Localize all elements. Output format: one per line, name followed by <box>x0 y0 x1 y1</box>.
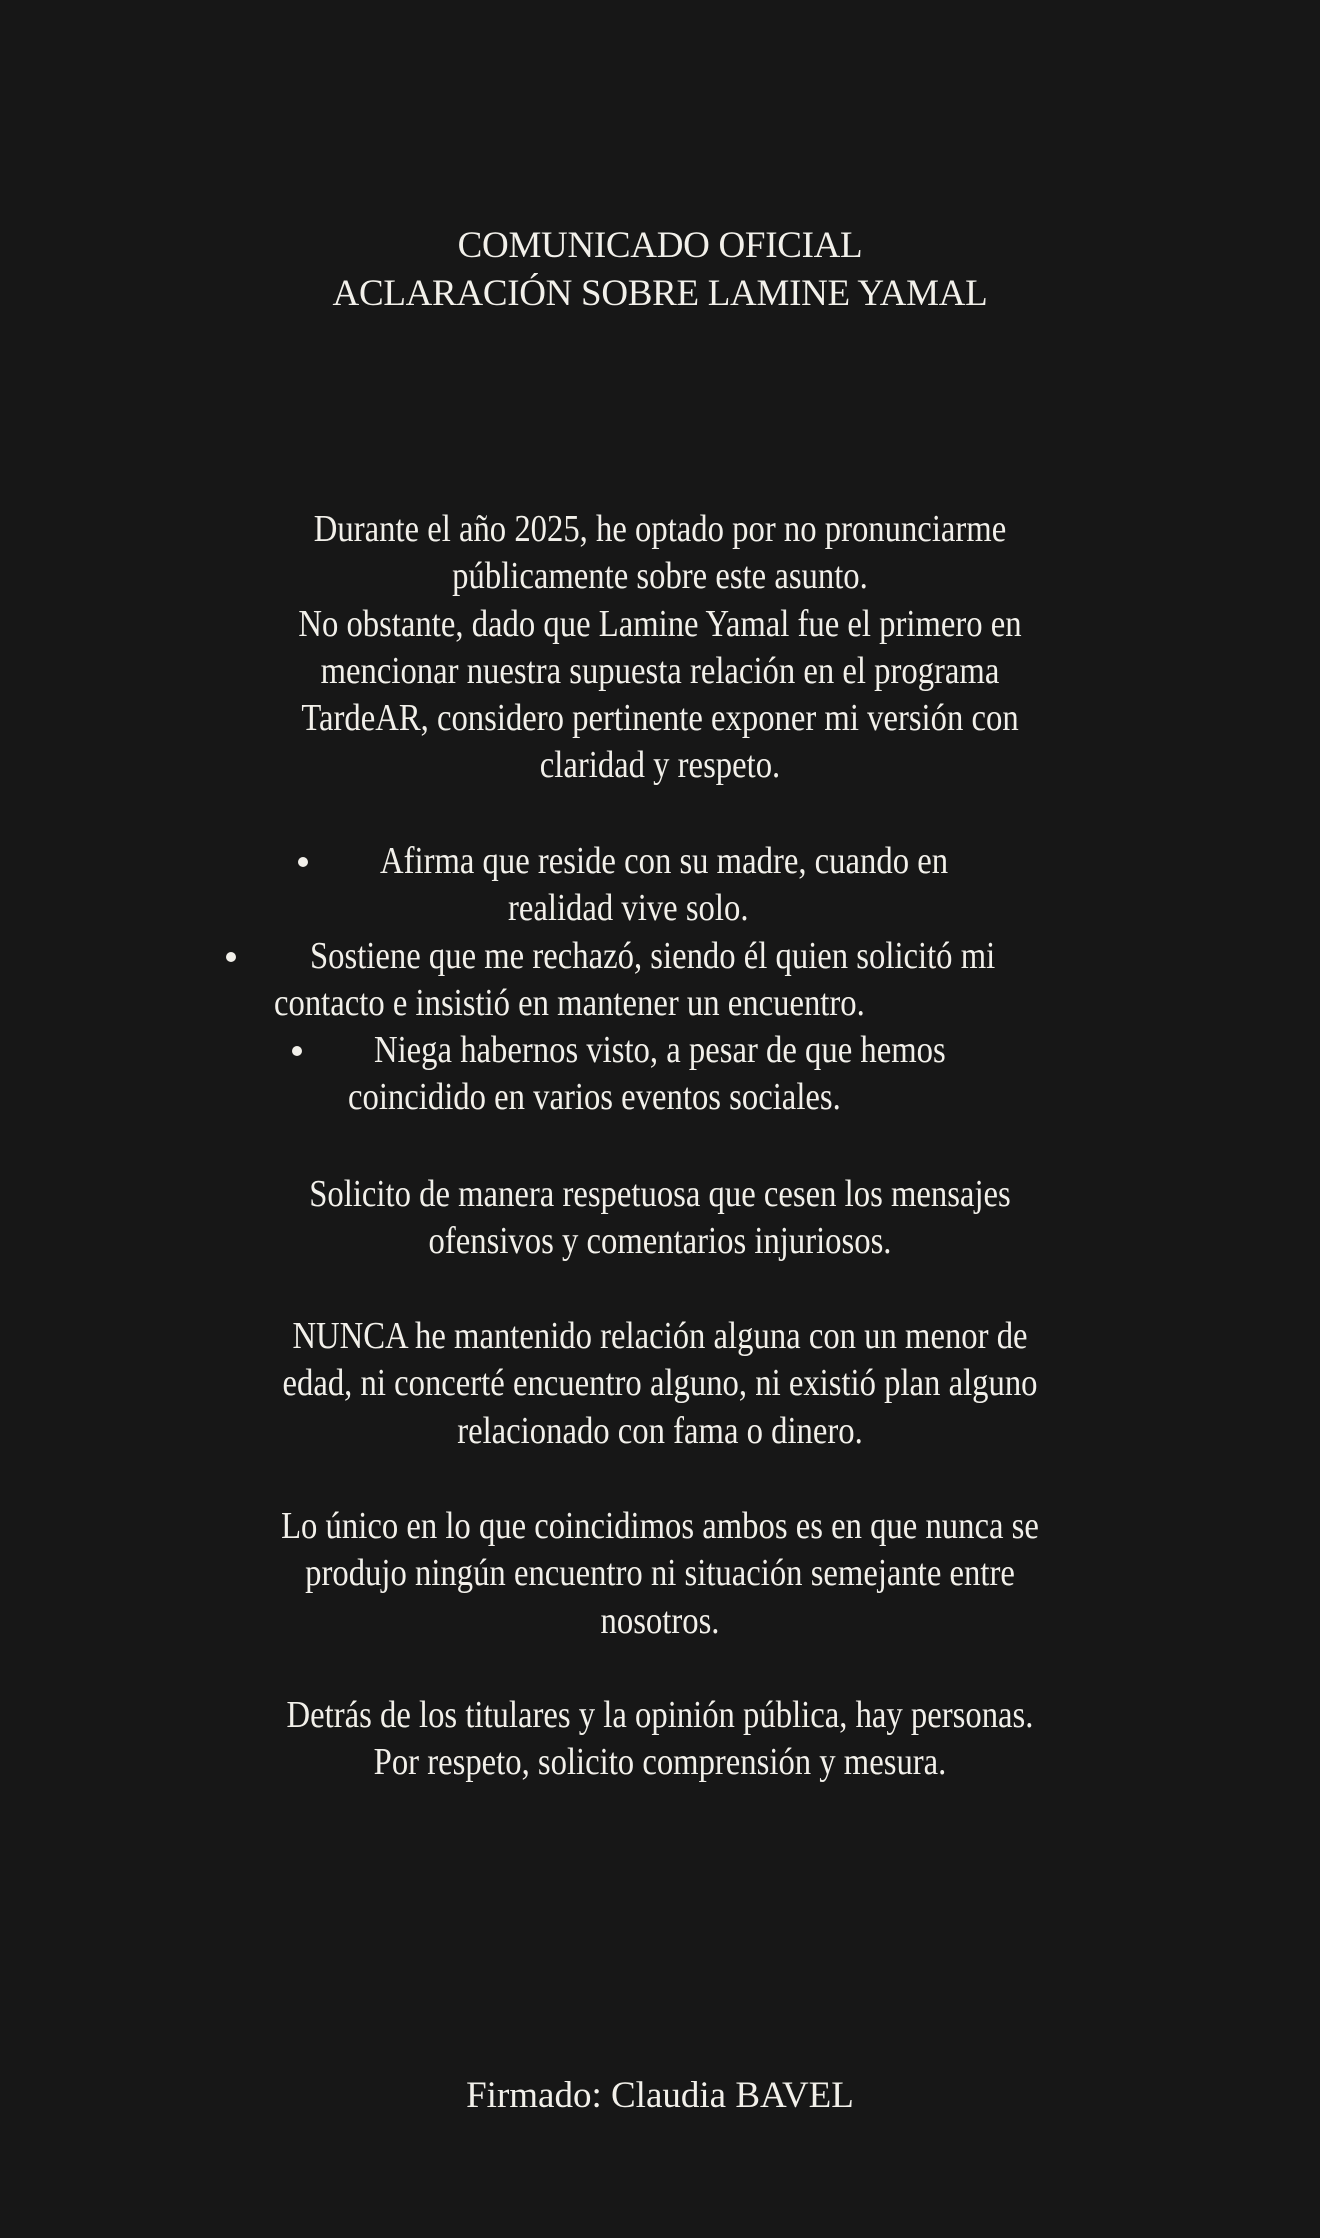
bullet-list <box>0 838 1320 1122</box>
bullet-text-line: Niega habernos visto, a pesar de que hemos <box>374 1029 946 1072</box>
bullet-text-line: Afirma que reside con su madre, cuando en <box>380 840 949 882</box>
bullet-text-line: coincidido en varios eventos sociales. <box>348 1076 841 1119</box>
paragraph-line: Durante el año 2025, he optado por no pronunciarme <box>313 508 1007 550</box>
paragraph-line: Por respeto, solicito comprensión y mesura. <box>373 1741 947 1784</box>
title-line-2: ACLARACIÓN SOBRE LAMINE YAMAL <box>332 273 988 314</box>
paragraph-line: ofensivos y comentarios injuriosos. <box>428 1220 892 1263</box>
paragraph-line: públicamente sobre este asunto. <box>452 555 868 598</box>
paragraph-agreement <box>0 1503 1320 1645</box>
paragraph-request <box>0 1171 1320 1266</box>
paragraph-line: NUNCA he mantenido relación alguna con un menor de <box>292 1315 1028 1357</box>
paragraph-line: TardeAR, considero pertinente exponer mi versión con <box>301 697 1019 740</box>
paragraph-line: nosotros. <box>600 1599 720 1642</box>
paragraph-line: Solicito de manera respetuosa que cesen los mensajes <box>309 1173 1011 1215</box>
bullet-item-continuation <box>0 980 1320 1027</box>
paragraph-line: No obstante, dado que Lamine Yamal fue el primero en <box>298 602 1022 645</box>
bullet-item-continuation <box>0 1074 1320 1121</box>
paragraph-line: Detrás de los titulares y la opinión pública, hay personas. <box>286 1694 1034 1736</box>
paragraph-denial <box>0 1313 1320 1455</box>
bullet-icon <box>292 1046 302 1056</box>
bullet-item <box>0 933 1320 980</box>
paragraph-line: relacionado con fama o dinero. <box>457 1409 863 1452</box>
paragraph-intro <box>0 506 1320 790</box>
bullet-item-continuation <box>0 885 1320 932</box>
paragraph-line: produjo ningún encuentro ni situación semejante entre <box>305 1552 1015 1595</box>
title-line-1: COMUNICADO OFICIAL <box>457 225 863 266</box>
bullet-item <box>0 838 1320 885</box>
paragraph-line: Lo único en lo que coincidimos ambos es en que nunca se <box>281 1505 1039 1547</box>
paragraph-line: claridad y respeto. <box>539 744 781 787</box>
bullet-text-line: contacto e insistió en mantener un encuentro. <box>274 981 865 1024</box>
paragraph-closing <box>0 1692 1320 1787</box>
bullet-icon <box>298 857 308 867</box>
bullet-icon <box>226 952 236 962</box>
bullet-text-line: realidad vive solo. <box>508 887 749 930</box>
paragraph-line: mencionar nuestra supuesta relación en el programa <box>320 649 1000 692</box>
bullet-text-line: Sostiene que me rechazó, siendo él quien solicitó mi <box>310 934 996 977</box>
bullet-item <box>0 1027 1320 1074</box>
paragraph-line: edad, ni concerté encuentro alguno, ni existió plan alguno <box>282 1362 1038 1405</box>
signature: Firmado: Claudia BAVEL <box>466 2075 854 2116</box>
statement-title <box>0 222 1320 318</box>
